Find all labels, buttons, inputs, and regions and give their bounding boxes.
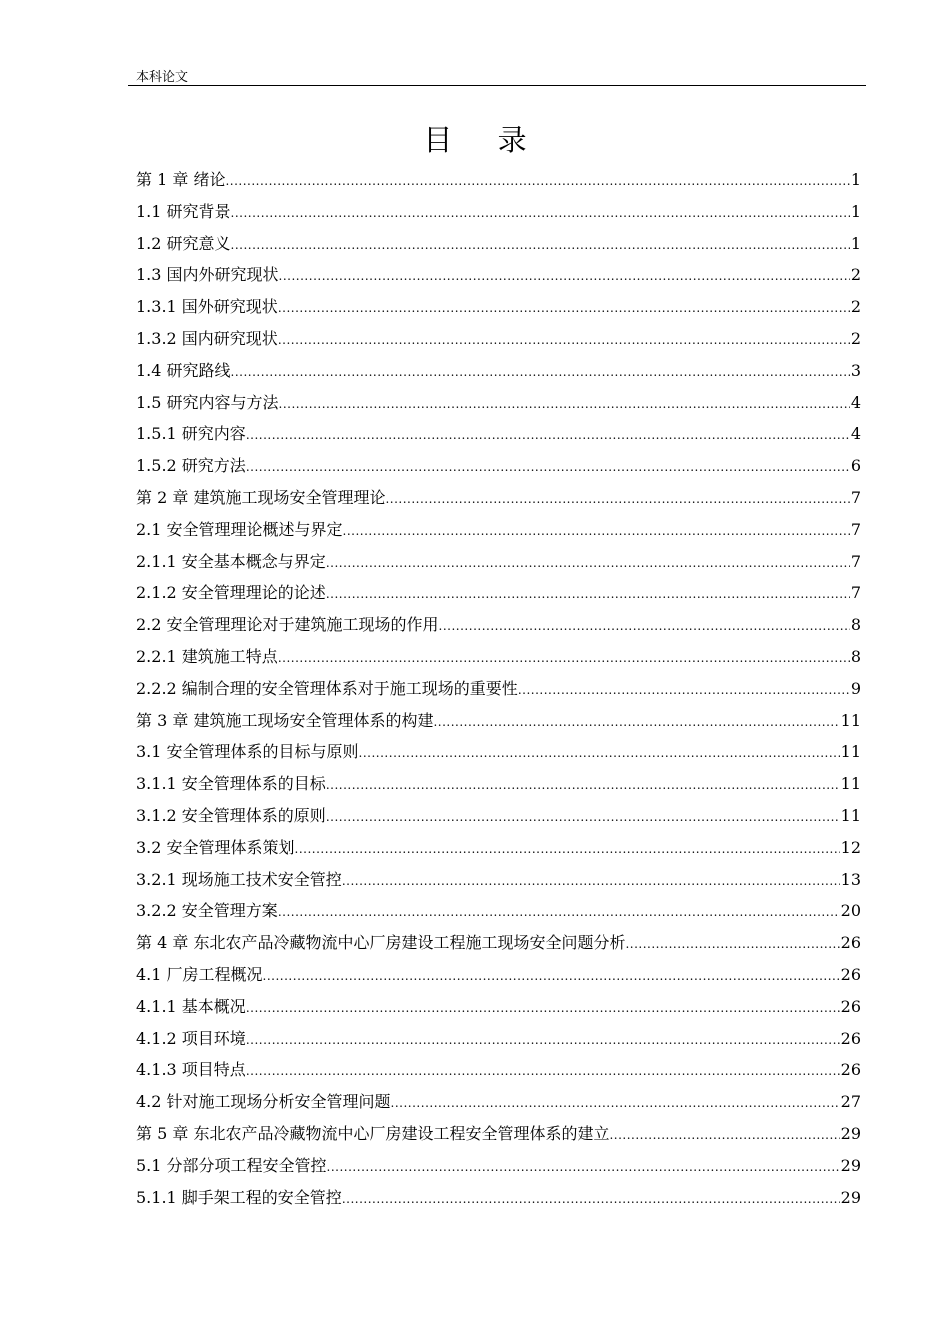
toc-entry[interactable]: [136, 800, 861, 832]
toc-dot-leader: [246, 1025, 840, 1055]
toc-entry-title: 4.1.1 基本概况: [136, 996, 246, 1016]
toc-dot-leader: [263, 961, 840, 991]
toc-entry-title: 4.1.2 项目环境: [136, 1028, 246, 1048]
toc-entry[interactable]: [136, 259, 861, 291]
toc-entry-title: 2.2 安全管理理论对于建筑施工现场的作用: [136, 615, 439, 635]
toc-dot-leader: [326, 548, 850, 578]
toc-entry-title: 1.3.2 国内研究现状: [136, 328, 278, 348]
toc-entry-page-number: 26: [840, 1060, 861, 1080]
toc-entry-title: 3.2.2 安全管理方案: [136, 901, 278, 921]
toc-entry-page-number: 3: [850, 360, 861, 380]
toc-entry-page-number: 7: [850, 487, 861, 507]
header-rule: [128, 85, 866, 86]
toc-entry-page-number: 29: [840, 1123, 861, 1143]
toc-dot-leader: [609, 1120, 839, 1150]
toc-entry[interactable]: [136, 228, 861, 260]
toc-entry-title: 第 3 章 建筑施工现场安全管理体系的构建: [136, 710, 434, 730]
page-title: 目 录: [423, 123, 545, 157]
toc-entry-page-number: 26: [840, 964, 861, 984]
toc-entry[interactable]: [136, 832, 861, 864]
toc-entry[interactable]: [136, 514, 861, 546]
toc-dot-leader: [359, 738, 840, 768]
table-of-contents: [136, 164, 861, 1213]
toc-entry-title: 1.3 国内外研究现状: [136, 265, 279, 285]
toc-entry[interactable]: [136, 673, 861, 705]
toc-entry-page-number: 11: [840, 774, 861, 794]
toc-entry-title: 4.1.3 项目特点: [136, 1060, 246, 1080]
toc-entry[interactable]: [136, 482, 861, 514]
toc-entry-title: 1.5.2 研究方法: [136, 456, 246, 476]
toc-entry-page-number: 13: [840, 869, 861, 889]
toc-entry-title: 5.1 分部分项工程安全管控: [136, 1155, 327, 1175]
toc-entry[interactable]: [136, 1086, 861, 1118]
toc-dot-leader: [433, 707, 839, 737]
toc-entry-page-number: 26: [840, 996, 861, 1016]
toc-entry-page-number: 29: [840, 1155, 861, 1175]
toc-entry-title: 1.4 研究路线: [136, 360, 231, 380]
toc-entry-page-number: 7: [850, 583, 861, 603]
toc-entry-title: 4.1 厂房工程概况: [136, 964, 263, 984]
toc-entry[interactable]: [136, 577, 861, 609]
toc-dot-leader: [625, 929, 839, 959]
toc-entry[interactable]: [136, 418, 861, 450]
toc-dot-leader: [231, 230, 850, 260]
toc-entry-title: 4.2 针对施工现场分析安全管理问题: [136, 1092, 391, 1112]
toc-entry[interactable]: [136, 705, 861, 737]
toc-dot-leader: [385, 484, 849, 514]
toc-entry[interactable]: [136, 1118, 861, 1150]
toc-dot-leader: [278, 325, 850, 355]
toc-dot-leader: [279, 389, 850, 419]
toc-entry-title: 第 2 章 建筑施工现场安全管理理论: [136, 487, 386, 507]
toc-entry[interactable]: [136, 864, 861, 896]
toc-entry-page-number: 1: [850, 233, 861, 253]
toc-entry-page-number: 26: [840, 933, 861, 953]
toc-entry-page-number: 7: [850, 519, 861, 539]
toc-entry[interactable]: [136, 1054, 861, 1086]
toc-dot-leader: [246, 1056, 840, 1086]
toc-entry[interactable]: [136, 927, 861, 959]
toc-dot-leader: [231, 198, 850, 228]
toc-entry-page-number: 2: [850, 297, 861, 317]
toc-dot-leader: [246, 452, 850, 482]
toc-entry-page-number: 8: [850, 646, 861, 666]
toc-dot-leader: [326, 770, 840, 800]
toc-dot-leader: [246, 420, 850, 450]
toc-entry-title: 2.2.2 编制合理的安全管理体系对于施工现场的重要性: [136, 678, 518, 698]
toc-entry[interactable]: [136, 609, 861, 641]
toc-dot-leader: [278, 293, 850, 323]
toc-entry-page-number: 2: [850, 265, 861, 285]
toc-dot-leader: [327, 1152, 840, 1182]
toc-entry-title: 2.2.1 建筑施工特点: [136, 646, 278, 666]
toc-entry[interactable]: [136, 991, 861, 1023]
toc-entry-title: 1.1 研究背景: [136, 201, 231, 221]
toc-dot-leader: [279, 261, 850, 291]
toc-entry-page-number: 7: [850, 551, 861, 571]
toc-entry-title: 1.2 研究意义: [136, 233, 231, 253]
toc-entry[interactable]: [136, 1150, 861, 1182]
toc-entry-page-number: 11: [840, 710, 861, 730]
toc-entry-title: 第 4 章 东北农产品冷藏物流中心厂房建设工程施工现场安全问题分析: [136, 933, 626, 953]
toc-entry-page-number: 20: [840, 901, 861, 921]
toc-entry-page-number: 9: [850, 678, 861, 698]
toc-entry-title: 3.1.1 安全管理体系的目标: [136, 774, 326, 794]
toc-entry[interactable]: [136, 291, 861, 323]
toc-entry-title: 3.1 安全管理体系的目标与原则: [136, 742, 359, 762]
toc-dot-leader: [278, 643, 850, 673]
toc-entry-page-number: 1: [850, 201, 861, 221]
toc-entry-title: 2.1.2 安全管理理论的论述: [136, 583, 326, 603]
toc-entry-page-number: 29: [840, 1187, 861, 1207]
toc-entry-page-number: 6: [850, 456, 861, 476]
toc-entry-title: 2.1.1 安全基本概念与界定: [136, 551, 326, 571]
toc-dot-leader: [342, 866, 840, 896]
toc-dot-leader: [391, 1088, 840, 1118]
toc-entry[interactable]: [136, 959, 861, 991]
toc-entry[interactable]: [136, 546, 861, 578]
toc-dot-leader: [439, 611, 850, 641]
toc-dot-leader: [518, 675, 850, 705]
toc-dot-leader: [326, 579, 850, 609]
toc-entry[interactable]: [136, 450, 861, 482]
toc-entry[interactable]: [136, 1023, 861, 1055]
toc-entry[interactable]: [136, 196, 861, 228]
toc-entry-page-number: 26: [840, 1028, 861, 1048]
toc-entry-page-number: 2: [850, 328, 861, 348]
toc-entry-title: 1.5 研究内容与方法: [136, 392, 279, 412]
toc-entry-title: 3.1.2 安全管理体系的原则: [136, 805, 326, 825]
toc-entry-title: 2.1 安全管理理论概述与界定: [136, 519, 343, 539]
toc-entry[interactable]: [136, 355, 861, 387]
toc-entry-page-number: 1: [850, 170, 861, 189]
toc-entry-page-number: 4: [850, 424, 861, 444]
toc-entry[interactable]: [136, 1182, 861, 1214]
toc-entry-page-number: 8: [850, 615, 861, 635]
toc-dot-leader: [342, 1184, 840, 1214]
toc-entry-page-number: 27: [840, 1092, 861, 1112]
toc-entry-title: 第 1 章 绪论: [136, 170, 226, 189]
toc-dot-leader: [225, 166, 849, 196]
toc-dot-leader: [295, 834, 840, 864]
toc-entry[interactable]: [136, 641, 861, 673]
toc-dot-leader: [278, 897, 840, 927]
toc-entry-title: 1.3.1 国外研究现状: [136, 297, 278, 317]
toc-entry-page-number: 11: [840, 805, 861, 825]
toc-entry[interactable]: [136, 768, 861, 800]
toc-dot-leader: [231, 357, 850, 387]
toc-entry[interactable]: [136, 323, 861, 355]
toc-entry-page-number: 4: [850, 392, 861, 412]
toc-entry-title: 第 5 章 东北农产品冷藏物流中心厂房建设工程安全管理体系的建立: [136, 1123, 610, 1143]
toc-entry-page-number: 12: [840, 837, 861, 857]
toc-entry-title: 3.2 安全管理体系策划: [136, 837, 295, 857]
toc-entry[interactable]: [136, 895, 861, 927]
toc-entry[interactable]: [136, 387, 861, 419]
toc-dot-leader: [326, 802, 840, 832]
toc-dot-leader: [246, 993, 840, 1023]
toc-dot-leader: [343, 516, 850, 546]
toc-entry-title: 5.1.1 脚手架工程的安全管控: [136, 1187, 342, 1207]
toc-entry[interactable]: [136, 736, 861, 768]
toc-entry-page-number: 11: [840, 742, 861, 762]
running-header: 本科论文: [136, 70, 189, 85]
toc-entry-title: 1.5.1 研究内容: [136, 424, 246, 444]
toc-entry[interactable]: [136, 164, 861, 196]
toc-entry-title: 3.2.1 现场施工技术安全管控: [136, 869, 342, 889]
